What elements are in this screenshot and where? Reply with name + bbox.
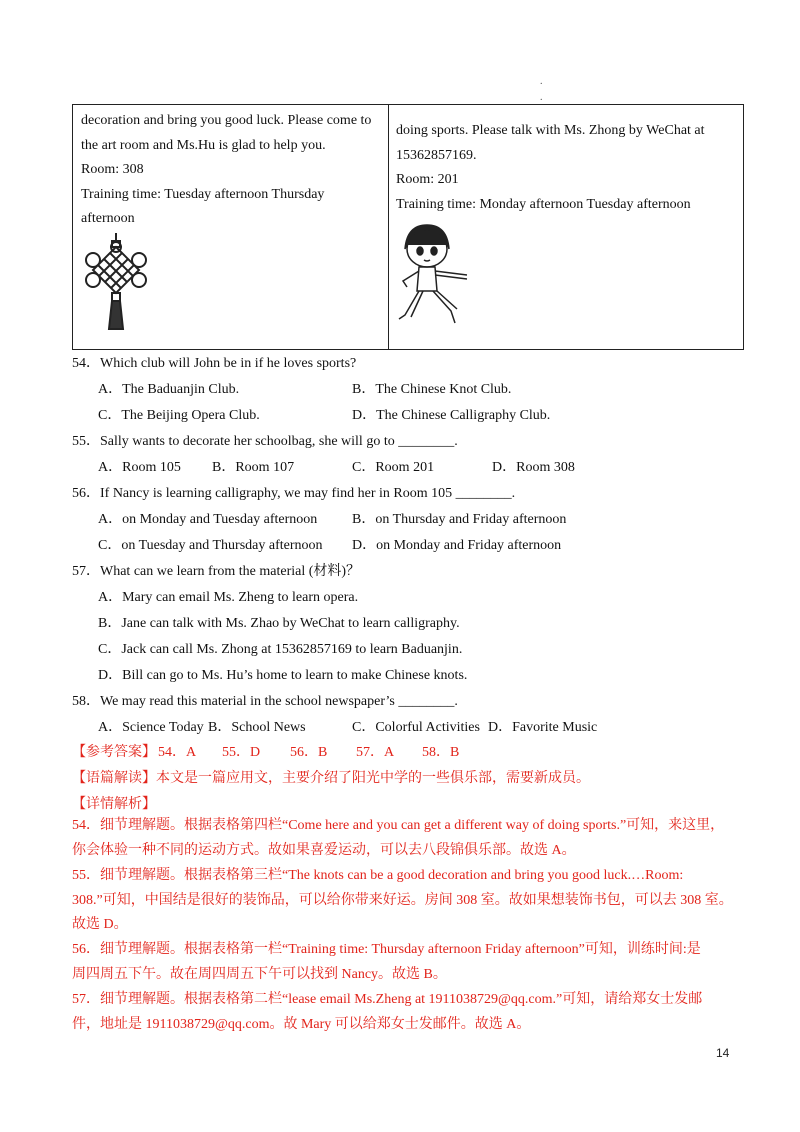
chinese-knot-icon xyxy=(81,233,151,333)
cell-line: doing sports. Please talk with Ms. Zhong by WeChat at xyxy=(396,123,705,138)
option: C．Colorful Activities xyxy=(352,720,480,735)
explanation-line: 56．细节理解题。根据表格第一栏“Training time: Thursday afternoon Friday afternoon”可知，训练时间:是 xyxy=(72,942,701,957)
option: D．Favorite Music xyxy=(488,720,598,735)
option: B．on Thursday and Friday afternoon xyxy=(352,512,567,527)
question-58: 58．We may read this material in the school newspaper’s ________. xyxy=(72,694,458,709)
option: D．on Monday and Friday afternoon xyxy=(352,538,562,553)
option: D．The Chinese Calligraphy Club. xyxy=(352,408,551,423)
explanation-56 xyxy=(72,938,742,987)
cell-line: Training time: Monday afternoon Tuesday afternoon xyxy=(396,196,691,212)
club-table xyxy=(72,104,744,350)
explanation-57 xyxy=(72,988,742,1037)
reading-guide: 【语篇解读】本文是一篇应用文，主要介绍了阳光中学的一些俱乐部，需要新成员。 xyxy=(72,771,590,786)
explanation-line: 57．细节理解题。根据表格第二栏“lease email Ms.Zheng at 1911038729@qq.com.”可知，请给郑女士发邮 xyxy=(72,992,703,1007)
detail-label: 【详情解析】 xyxy=(72,797,156,812)
explanation-54 xyxy=(72,814,742,863)
answer: 58．B xyxy=(422,745,460,760)
option: B．Room 107 xyxy=(212,460,295,475)
answer: 57．A xyxy=(356,745,395,760)
option: A．Room 105 xyxy=(98,460,181,475)
explanation-line: 55．细节理解题。根据表格第三栏“The knots can be a good decoration and bring you good luck.…Room: xyxy=(72,868,684,883)
option: C．Room 201 xyxy=(352,460,435,475)
dot-mark: . xyxy=(540,92,543,103)
option: C．The Beijing Opera Club. xyxy=(98,408,260,423)
explanation-line: 件，地址是 1911038729@qq.com。故 Mary 可以给郑女士发邮件。故选 A。 xyxy=(72,1016,531,1032)
explanation-line: 308.”可知，中国结是很好的装饰品，可以给你带来好运。房间 308 室。故如果想装饰书包，可以去 308 室。 xyxy=(72,892,733,908)
cell-line: Training time: Tuesday afternoon Thursday xyxy=(81,186,325,202)
cell-line: Room: 308 xyxy=(81,162,144,177)
option: B．The Chinese Knot Club. xyxy=(352,382,512,397)
question-57: 57．What can we learn from the material (材料)？ xyxy=(72,564,361,579)
cell-line: Room: 201 xyxy=(396,172,459,187)
explanation-55 xyxy=(72,864,742,938)
knot-club-cell xyxy=(81,109,381,232)
dot-mark: . xyxy=(540,76,543,87)
answer: 55．D xyxy=(222,745,261,760)
explanation-line: 故选 D。 xyxy=(72,917,128,932)
answer: 56．B xyxy=(290,745,328,760)
answer: 54．A xyxy=(158,745,197,760)
cell-line: afternoon xyxy=(81,211,135,226)
cell-line: 15362857169. xyxy=(396,147,477,163)
question-56: 56．If Nancy is learning calligraphy, we may find her in Room 105 ________. xyxy=(72,486,516,501)
table-divider xyxy=(388,105,389,349)
option: B．School News xyxy=(208,720,306,735)
option: D．Room 308 xyxy=(492,460,575,475)
baduanjin-kid-icon xyxy=(395,219,475,329)
cell-line: decoration and bring you good luck. Please come to xyxy=(81,113,372,128)
option: A．Science Today xyxy=(98,720,204,735)
cell-line: the art room and Ms.Hu is glad to help you. xyxy=(81,137,326,153)
answer-key-label: 【参考答案】 xyxy=(72,745,156,760)
option: A．on Monday and Tuesday afternoon xyxy=(98,512,318,527)
explanation-line: 54．细节理解题。根据表格第四栏“Come here and you can get a different way of doing sports.”可知，来这里， xyxy=(72,818,725,833)
option: C．Jack can call Ms. Zhong at 15362857169 to learn Baduanjin. xyxy=(98,642,463,657)
explanation-line: 你会体验一种不同的运动方式。故如果喜爱运动，可以去八段锦俱乐部。故选 A。 xyxy=(72,842,576,858)
option: D．Bill can go to Ms. Hu’s home to learn to make Chinese knots. xyxy=(98,668,468,683)
question-55: 55．Sally wants to decorate her schoolbag, she will go to ________. xyxy=(72,434,458,449)
option: C．on Tuesday and Thursday afternoon xyxy=(98,538,323,553)
option: A．The Baduanjin Club. xyxy=(98,382,240,397)
baduanjin-club-cell xyxy=(396,119,736,217)
option: B．Jane can talk with Ms. Zhao by WeChat to learn calligraphy. xyxy=(98,616,460,631)
page-number: 14 xyxy=(716,1046,730,1060)
explanation-line: 周四周五下午。故在周四周五下午可以找到 Nancy。故选 B。 xyxy=(72,966,447,982)
question-54: 54．Which club will John be in if he loves sports? xyxy=(72,356,357,371)
option: A．Mary can email Ms. Zheng to learn opera. xyxy=(98,590,359,605)
